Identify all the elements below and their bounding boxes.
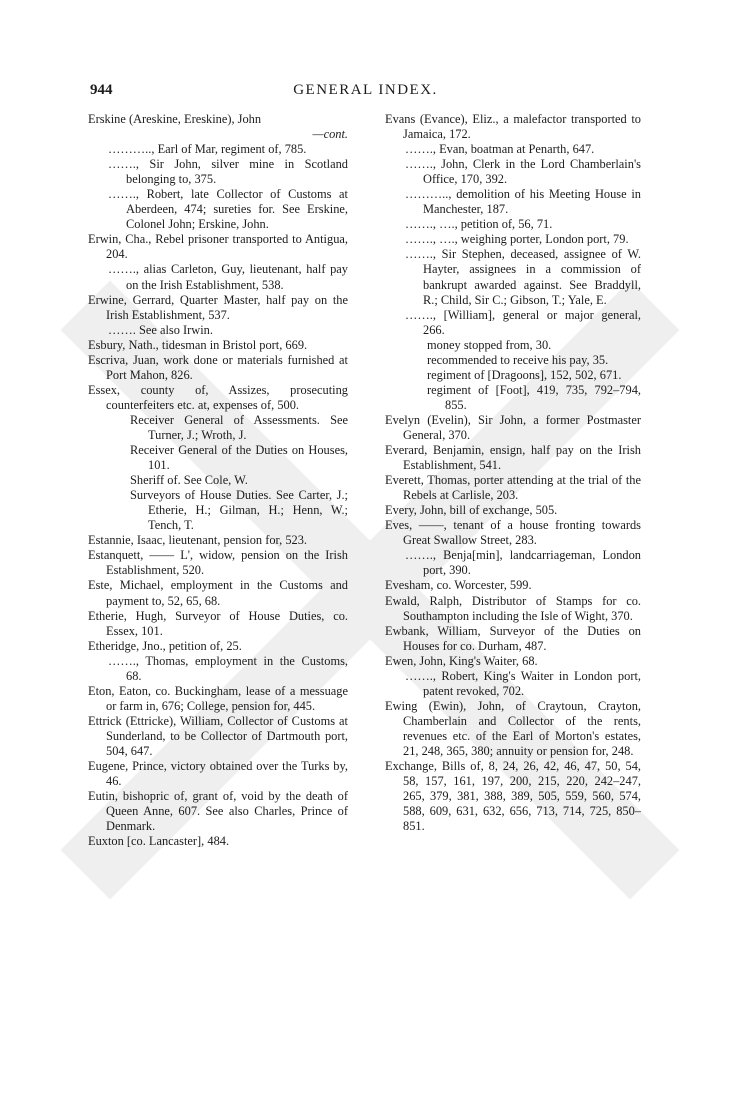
index-entry: ……….., Earl of Mar, regiment of, 785. <box>108 142 307 157</box>
index-entry: ……., Thomas, employment in the Customs, 68. <box>108 653 348 683</box>
index-entry: ……., …., petition of, 56, 71. <box>405 217 553 232</box>
index-entry: Sheriff of. See Cole, W. <box>130 473 248 488</box>
index-entry: Evesham, co. Worcester, 599. <box>385 578 532 593</box>
index-entry: Ewing (Ewin), John, of Craytoun, Crayton, Chamberlain and Collector of the rents, revenues etc. of the Earl of Morton's estates, 21, 248, 365, 380; annuity or pension for, 248. <box>385 698 641 758</box>
index-entry: —cont. <box>312 127 348 142</box>
index-entry: Este, Michael, employment in the Customs and payment to, 52, 65, 68. <box>88 578 348 608</box>
index-entry: Ettrick (Ettricke), William, Collector of Customs at Sunderland, to be Collector of Dartmouth port, 504, 647. <box>88 713 348 758</box>
index-entry: Receiver General of Assessments. See Turner, J.; Wroth, J. <box>130 412 348 442</box>
index-entry: ……., Sir Stephen, deceased, assignee of W. Hayter, assignees in a commission of bankrupt awarded against. See Braddyll, R.; Child, Sir C.; Gibson, T.; Yale, E. <box>405 247 641 307</box>
index-entry: ……., Robert, late Collector of Customs at Aberdeen, 474; sureties for. See Erskine, Colonel John; Erskine, John. <box>108 187 348 232</box>
index-entry: ……., [William], general or major general, 266. <box>405 307 641 337</box>
index-entry: Euxton [co. Lancaster], 484. <box>88 834 230 849</box>
index-entry: Everard, Benjamin, ensign, half pay on the Irish Establishment, 541. <box>385 443 641 473</box>
index-entry: Everett, Thomas, porter attending at the trial of the Rebels at Carlisle, 203. <box>385 473 641 503</box>
index-entry: ……., alias Carleton, Guy, lieutenant, half pay on the Irish Establishment, 538. <box>108 262 348 292</box>
index-entry: Ewald, Ralph, Distributor of Stamps for co. Southampton including the Isle of Wight, 370. <box>385 593 641 623</box>
index-entry: Receiver General of the Duties on Houses, 101. <box>130 443 348 473</box>
index-entry: ……., Robert, King's Waiter in London port, patent revoked, 702. <box>405 668 641 698</box>
index-entry: Ewen, John, King's Waiter, 68. <box>385 653 538 668</box>
index-entry: ……. See also Irwin. <box>108 322 213 337</box>
index-entry: Exchange, Bills of, 8, 24, 26, 42, 46, 47, 50, 54, 58, 157, 161, 197, 200, 215, 220, 242–247, 265, 379, 381, 388, 389, 505, 559, 560, 574, 588, 609, 631, 632, 656, 713, 714, 725, 850–851. <box>385 759 641 834</box>
left-column <box>88 112 348 849</box>
index-entry: money stopped from, 30. <box>427 337 552 352</box>
index-entry: Erwine, Gerrard, Quarter Master, half pay on the Irish Establishment, 537. <box>88 292 348 322</box>
index-entry: regiment of [Dragoons], 152, 502, 671. <box>427 367 622 382</box>
page-number: 944 <box>90 82 113 98</box>
index-entry: regiment of [Foot], 419, 735, 792–794, 855. <box>427 382 641 412</box>
index-entry: Evans (Evance), Eliz., a malefactor transported to Jamaica, 172. <box>385 112 641 142</box>
index-entry: Etherie, Hugh, Surveyor of House Duties, co. Essex, 101. <box>88 608 348 638</box>
index-entry: Every, John, bill of exchange, 505. <box>385 503 558 518</box>
index-entry: Surveyors of House Duties. See Carter, J.; Etherie, H.; Gilman, H.; Henn, W.; Tench, T. <box>130 488 348 533</box>
index-entry: ……….., demolition of his Meeting House in Manchester, 187. <box>405 187 641 217</box>
index-entry: Ewbank, William, Surveyor of the Duties on Houses for co. Durham, 487. <box>385 623 641 653</box>
index-entry: Eugene, Prince, victory obtained over the Turks by, 46. <box>88 759 348 789</box>
page-header <box>0 82 731 104</box>
index-entry: ……., Benja[min], landcarriageman, London port, 390. <box>405 548 641 578</box>
index-entry: Evelyn (Evelin), Sir John, a former Postmaster General, 370. <box>385 412 641 442</box>
index-entry: Eves, ——, tenant of a house fronting towards Great Swallow Street, 283. <box>385 518 641 548</box>
index-entry: recommended to receive his pay, 35. <box>427 352 609 367</box>
index-entry: Etheridge, Jno., petition of, 25. <box>88 638 242 653</box>
index-entry: ……., …., weighing porter, London port, 79. <box>405 232 629 247</box>
index-entry: Essex, county of, Assizes, prosecuting counterfeiters etc. at, expenses of, 500. <box>88 382 348 412</box>
right-column <box>385 112 641 834</box>
index-entry: Erskine (Areskine, Ereskine), John <box>88 112 262 126</box>
index-entry: Estanquett, —— L', widow, pension on the Irish Establishment, 520. <box>88 548 348 578</box>
index-entry: Erwin, Cha., Rebel prisoner transported to Antigua, 204. <box>88 232 348 262</box>
index-entry: Esbury, Nath., tidesman in Bristol port, 669. <box>88 337 308 352</box>
index-entry: ……., Sir John, silver mine in Scotland belonging to, 375. <box>108 157 348 187</box>
index-entry: Estannie, Isaac, lieutenant, pension for, 523. <box>88 533 308 548</box>
index-entry: ……., Evan, boatman at Penarth, 647. <box>405 142 595 157</box>
index-entry: Eutin, bishopric of, grant of, void by the death of Queen Anne, 607. See also Charles, Prince of Denmark. <box>88 789 348 834</box>
index-entry: ……., John, Clerk in the Lord Chamberlain's Office, 170, 392. <box>405 157 641 187</box>
index-entry: Eton, Eaton, co. Buckingham, lease of a messuage or farm in, 676; College, pension for, 445. <box>88 683 348 713</box>
running-title: GENERAL INDEX. <box>293 82 438 98</box>
index-entry: Escriva, Juan, work done or materials furnished at Port Mahon, 826. <box>88 352 348 382</box>
